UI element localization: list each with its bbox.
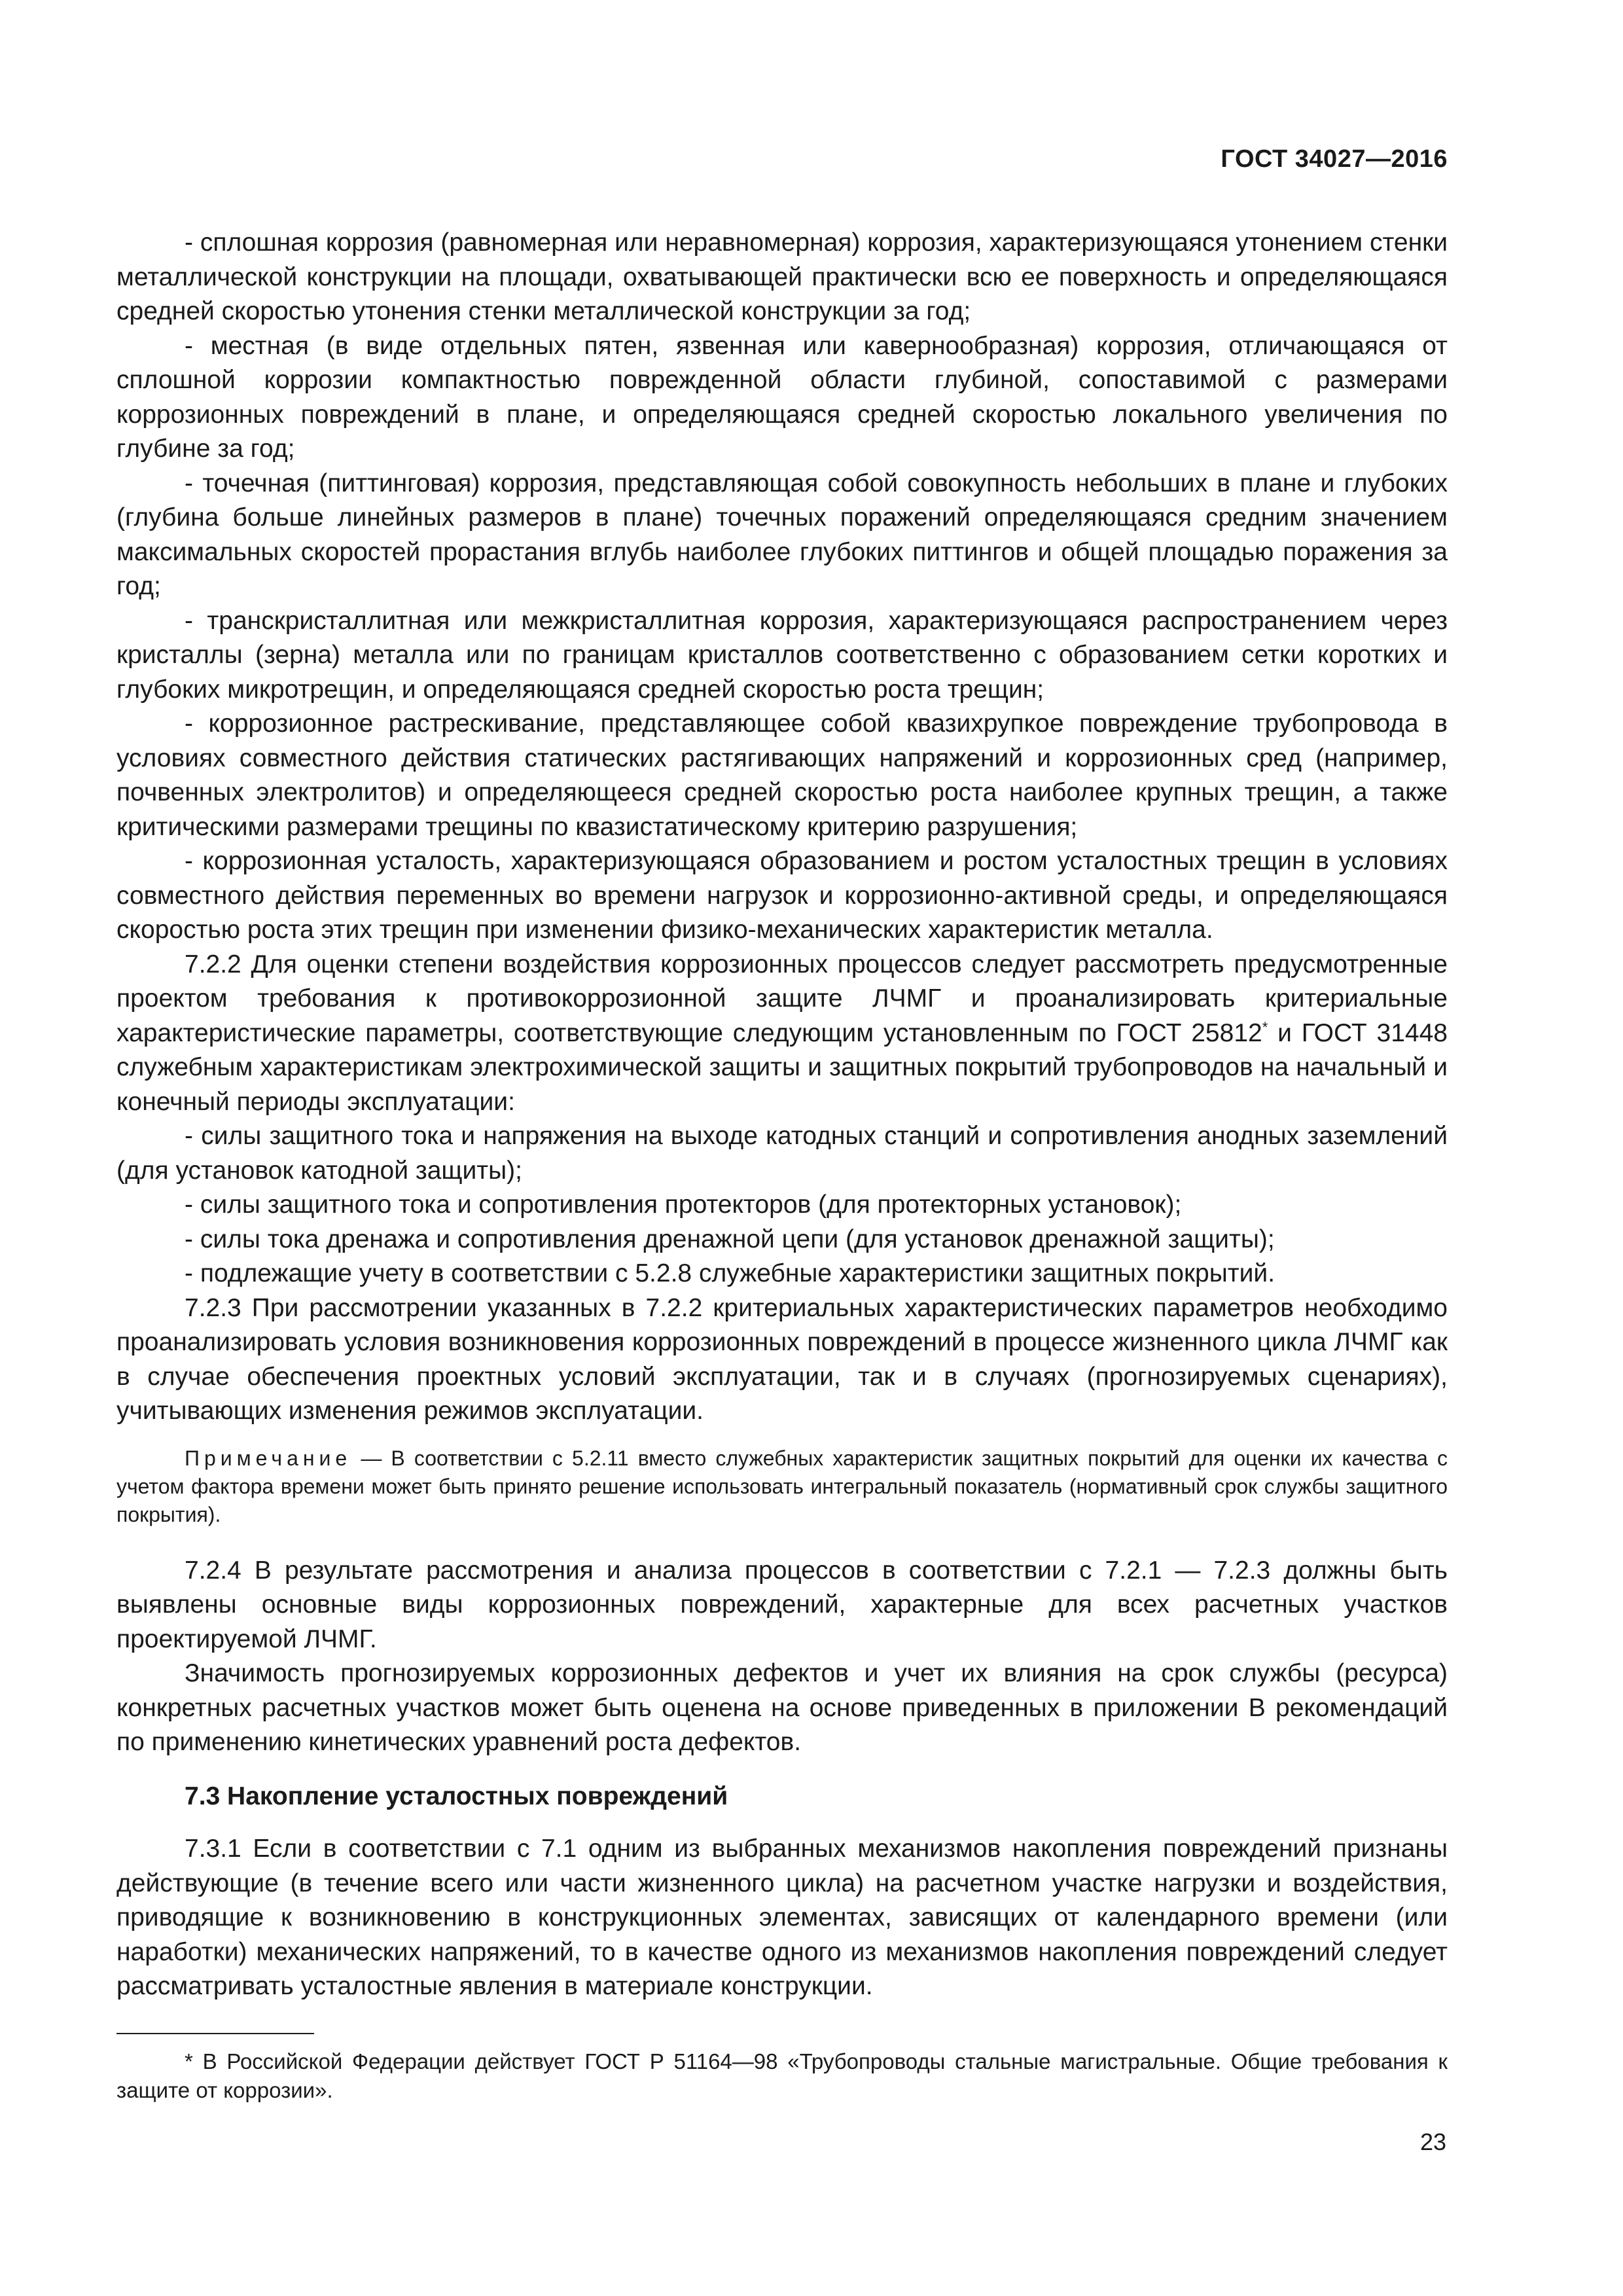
- paragraph-significance: Значимость прогнозируемых коррозионных дефектов и учет их влияния на срок службы (ресурса) конкретных расчетных участков может быть оценена на основе приведенных в приложении В рекомендаций по применению кинетических уравнений роста дефектов.: [116, 1659, 1448, 1756]
- paragraph-7-2-3: 7.2.3 При рассмотрении указанных в 7.2.2 критериальных характеристических параметров необходимо проанализировать условия возникновения коррозионных повреждений в процессе жизненного цикла ЛЧМГ как в случае обеспечения проектных условий эксплуатации, так и в случаях (прогнозируемых сценариях), учитывающих изменения режимов эксплуатации.: [116, 1293, 1448, 1425]
- paragraph-7-3-1: 7.3.1 Если в соответствии с 7.1 одним из выбранных механизмов накопления повреждений признаны действующие (в течение всего или части жизненного цикла) на расчетном участке нагрузки и воздействия, приводящие к возникновению в конструкционных элементах, зависящих от календарного времени (или наработки) механических напряжений, то в качестве одного из механизмов накопления повреждений следует рассматривать усталостные явления в материале конструкции.: [116, 1835, 1448, 2000]
- paragraph-crystalline-corrosion: - транскристаллитная или межкристаллитная коррозия, характеризующаяся распространением через кристаллы (зерна) металла или по границам кристаллов соответственно с образованием сетки коротких и глубоких микротрещин, и определяющаяся средней скоростью роста трещин;: [116, 606, 1448, 704]
- page-number: 23: [1419, 2128, 1446, 2155]
- paragraph-7-2-4: 7.2.4 В результате рассмотрения и анализа процессов в соответствии с 7.2.1 — 7.2.3 должны быть выявлены основные виды коррозионных повреждений, характерные для всех расчетных участков проектируемой ЛЧМГ.: [116, 1556, 1448, 1653]
- paragraph-stress-corrosion-cracking: - коррозионное растрескивание, представляющее собой квазихрупкое повреждение трубопровода в условиях совместного действия статических растягивающих напряжений и коррозионных сред (например, почвенных электролитов) и определяющееся средней скоростью роста наиболее крупных трещин, а также критическими размерами трещины по квазистатическому критерию разрушения;: [116, 709, 1448, 841]
- footnote-marker: *: [1262, 1018, 1268, 1035]
- page-body: [116, 226, 1448, 2004]
- footnote: * В Российской Федерации действует ГОСТ Р 51164—98 «Трубопроводы стальные магистральные. Общие требования к защите от коррозии».: [116, 2049, 1448, 2102]
- paragraph-local-corrosion: - местная (в виде отдельных пятен, язвенная или кавернообразная) коррозия, отличающаяся от сплошной коррозии компактностью поврежденной области глубиной, сопоставимой с размерами коррозионных повреждений в плане, и определяющаяся средней скоростью локального увеличения по глубине за год;: [116, 331, 1448, 463]
- paragraph-drainage-protection: - силы тока дренажа и сопротивления дренажной цепи (для установок дренажной защиты);: [185, 1225, 1275, 1253]
- paragraph-7-2-2-part-a: 7.2.2 Для оценки степени воздействия коррозионных процессов следует рассмотреть предусмотренные проектом требования к противокоррозионной защите ЛЧМГ и проанализировать критериальные характеристические параметры, соответствующие следующим установленным по ГОСТ 25812: [116, 950, 1448, 1047]
- paragraph-7-2-2-part-b: и ГОСТ 31448 служебным характеристикам электрохимической защиты и защитных покрытий трубопроводов на начальный и конечный периоды эксплуатации:: [116, 1018, 1448, 1116]
- paragraph-coating-characteristics: - подлежащие учету в соответствии с 5.2.8 служебные характеристики защитных покрытий.: [185, 1259, 1275, 1287]
- footnote-divider: [116, 2033, 314, 2034]
- note-text: — В соответствии с 5.2.11 вместо служебных характеристик защитных покрытий для оценки их качества с учетом фактора времени может быть принято решение использовать интегральный показатель (нормативный срок службы защитного покрытия).: [116, 1446, 1448, 1526]
- section-heading-7-3: 7.3 Накопление усталостных повреждений: [185, 1782, 728, 1810]
- note: [116, 1444, 1448, 1529]
- paragraph-corrosion-fatigue: - коррозионная усталость, характеризующаяся образованием и ростом усталостных трещин в условиях совместного действия переменных во времени нагрузок и коррозионно-активной среды, и определяющаяся скоростью роста этих трещин при изменении физико-механических характеристик металла.: [116, 847, 1448, 944]
- standard-header: ГОСТ 34027—2016: [1221, 145, 1448, 173]
- paragraph-7-2-2: [116, 948, 1448, 1120]
- note-label: Примечание: [185, 1446, 352, 1470]
- paragraph-pitting-corrosion: - точечная (питтинговая) коррозия, представляющая собой совокупность небольших в плане и глубоких (глубина больше линейных размеров в плане) точечных поражений определяющаяся средним значением максимальных скоростей прорастания вглубь наиболее глубоких питтингов и общей площадью поражения за год;: [116, 469, 1448, 600]
- paragraph-protector-installations: - силы защитного тока и сопротивления протекторов (для протекторных установок);: [185, 1191, 1182, 1219]
- paragraph-uniform-corrosion: - сплошная коррозия (равномерная или неравномерная) коррозия, характеризующаяся утонением стенки металлической конструкции на площади, охватывающей практически всю ее поверхность и определяющаяся средней скоростью утонения стенки металлической конструкции за год;: [116, 228, 1448, 325]
- paragraph-cathodic-protection: - силы защитного тока и напряжения на выходе катодных станций и сопротивления анодных заземлений (для установок катодной защиты);: [116, 1122, 1448, 1185]
